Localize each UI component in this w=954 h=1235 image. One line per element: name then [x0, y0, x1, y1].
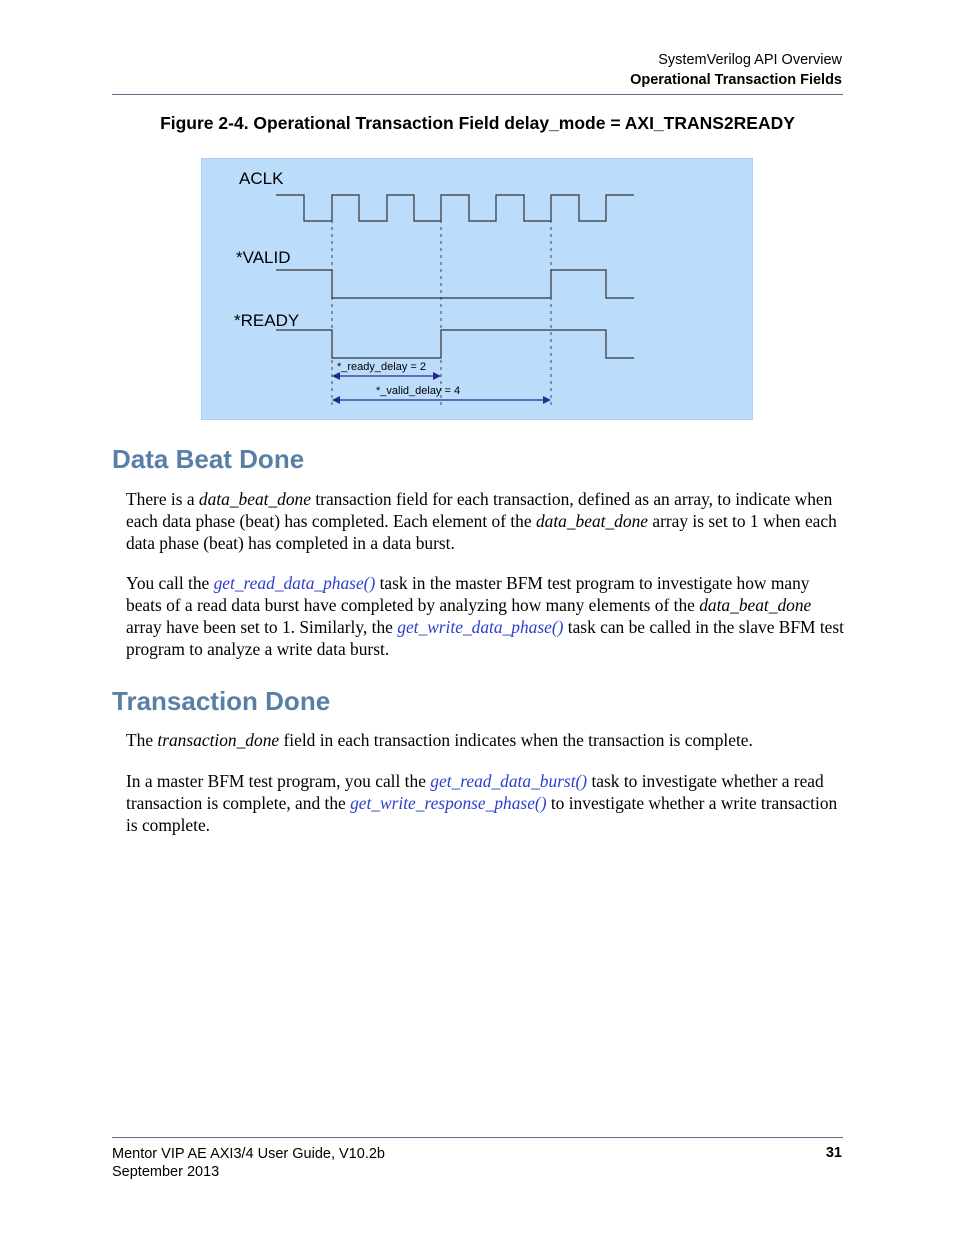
signal-label-aclk: ACLK	[239, 169, 284, 188]
field-name: transaction_done	[157, 730, 280, 750]
signal-label-ready: *READY	[234, 311, 300, 330]
link-get-read-data-phase[interactable]: get_read_data_phase()	[213, 573, 376, 593]
field-name: data_beat_done	[198, 489, 311, 509]
running-header	[500, 50, 842, 90]
section-heading-transaction-done: Transaction Done	[112, 686, 331, 716]
field-name: data_beat_done	[699, 595, 812, 615]
diagram-background	[201, 158, 753, 420]
text: task can be called in the slave BFM test program to analyze a write data burst.	[126, 617, 845, 659]
footer-date: September 2013	[112, 1164, 220, 1180]
field-name: data_beat_done	[535, 511, 648, 531]
text: array is set to 1 when each data phase (beat) has completed in a data burst.	[126, 511, 837, 553]
valid-delay-label: *_valid_delay = 4	[376, 385, 461, 397]
footer-title: Mentor VIP AE AXI3/4 User Guide, V10.2b	[112, 1146, 385, 1162]
signal-label-valid: *VALID	[236, 248, 291, 267]
ready-delay-label: *_ready_delay = 2	[337, 361, 426, 373]
header-title: SystemVerilog API Overview	[658, 52, 842, 68]
header-subtitle: Operational Transaction Fields	[630, 72, 842, 88]
text: array have been set to 1. Similarly, the	[126, 617, 398, 637]
footer-doc-info	[112, 1145, 385, 1181]
paragraph-data-beat-done-1	[126, 488, 844, 554]
text: to investigate whether a write transaction is complete.	[126, 793, 838, 835]
text: In a master BFM test program, you call the	[126, 771, 431, 791]
figure-caption: Figure 2-4. Operational Transaction Field delay_mode = AXI_TRANS2READY	[160, 113, 795, 133]
paragraph-transaction-done-1	[126, 729, 844, 751]
link-get-read-data-burst[interactable]: get_read_data_burst()	[430, 771, 588, 791]
text: The	[126, 730, 158, 750]
page-number: 31	[825, 1145, 842, 1161]
paragraph-data-beat-done-2	[126, 572, 844, 660]
link-get-write-data-phase[interactable]: get_write_data_phase()	[397, 617, 564, 637]
text: field in each transaction indicates when the transaction is complete.	[279, 730, 753, 750]
text: task to investigate whether a read transaction is complete, and the	[126, 771, 824, 813]
header-rule	[112, 94, 843, 95]
text: You call the	[126, 573, 214, 593]
footer-rule	[112, 1137, 843, 1138]
paragraph-transaction-done-2	[126, 770, 844, 836]
text: task in the master BFM test program to investigate how many beats of a read data burst have completed by analyzing how many elements of the	[126, 573, 810, 615]
timing-diagram	[201, 158, 753, 420]
text: transaction field for each transaction, defined as an array, to indicate when each data phase (beat) has completed. Each element of the	[126, 489, 833, 531]
link-get-write-response-phase[interactable]: get_write_response_phase()	[350, 793, 547, 813]
section-heading-data-beat-done: Data Beat Done	[112, 444, 305, 474]
text: There is a	[126, 489, 199, 509]
